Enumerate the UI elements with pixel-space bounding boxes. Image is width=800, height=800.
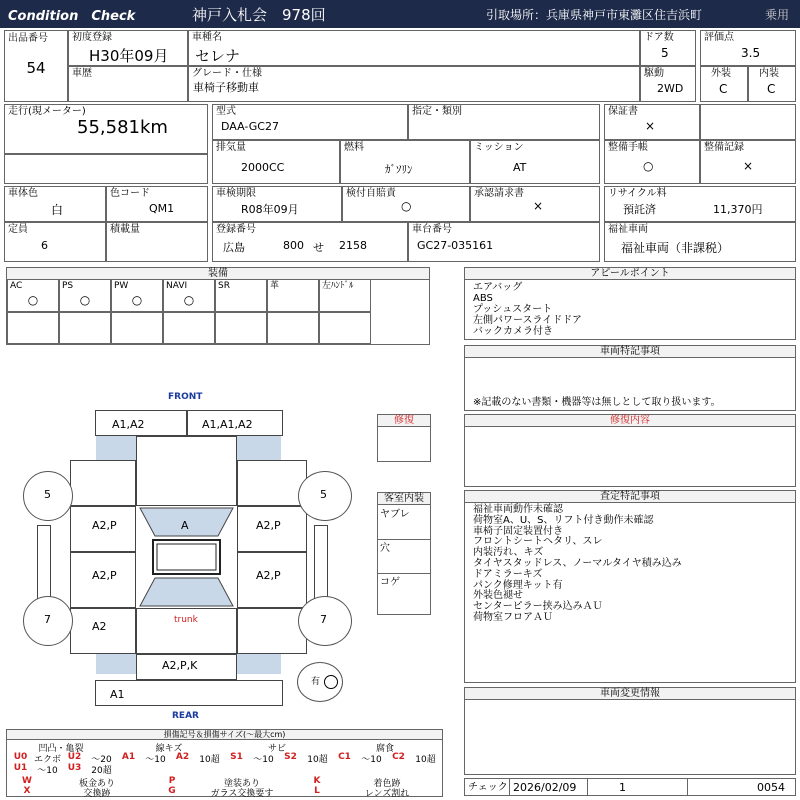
insurance-value: ○: [401, 199, 412, 213]
car-name-cell: [188, 30, 640, 66]
equipment-header: NAVI: [166, 281, 188, 291]
history-cell: [68, 66, 188, 102]
chassis-value: GC27-035161: [417, 239, 494, 252]
reg-no-label: 登録番号: [216, 224, 256, 235]
tire-fr-value: 5: [320, 488, 327, 501]
legend-code: C2: [392, 752, 405, 762]
inspection-note-line: フロントシートヘタリ、スレ: [473, 536, 603, 548]
legend-table: [6, 729, 443, 797]
special-panel: [464, 345, 796, 411]
legend-group: サビ: [267, 744, 286, 754]
equipment-value: ○: [183, 293, 195, 307]
doors-cell: [640, 30, 696, 66]
mileage-value: 55,581km: [77, 117, 168, 138]
tire-fl-value: 5: [44, 488, 51, 501]
inspection-note-line: 外装色褪せ: [473, 590, 523, 602]
legend-code: S1: [230, 752, 243, 762]
int-value: C: [767, 82, 776, 96]
equipment-table: [6, 267, 430, 345]
equipment-header: 左ﾊﾝﾄﾞﾙ: [322, 281, 354, 291]
equipment-col: [111, 279, 163, 312]
footer-divider-1: [509, 779, 510, 795]
appeal-line: 左側パワースライドドア: [473, 315, 582, 326]
change-info-title: 車両変更情報: [465, 688, 795, 700]
front-center: [136, 436, 237, 506]
inspection-note-line: パンク修理キット有: [473, 579, 563, 591]
body-color-value: 白: [51, 203, 64, 217]
left-rear-damage: A2: [92, 620, 107, 633]
approval-value: ×: [533, 199, 544, 213]
interior-item-1: ヤブレ: [380, 509, 410, 520]
front-fender-right: [237, 460, 307, 506]
welfare-value: 福祉車両（非課税）: [621, 241, 730, 255]
legend-mark-text: 交換跡: [83, 789, 111, 799]
legend-text: 20超: [91, 766, 112, 776]
model-label: 型式: [216, 106, 236, 117]
manual-value: ○: [643, 159, 654, 173]
chassis-label: 車台番号: [412, 224, 452, 235]
legend-code: U3: [67, 763, 82, 773]
right-rear-quarter: [237, 608, 307, 654]
header-center-title: 神戸入札会 978回: [192, 6, 326, 24]
inspection-note-line: ドアミラーキズ: [473, 568, 543, 580]
legend-code: A2: [175, 752, 190, 762]
equipment-col: [7, 279, 59, 312]
designation-label: 指定・類別: [412, 106, 462, 117]
repair-panel: [464, 414, 796, 487]
front-fender-left: [70, 460, 136, 506]
legend-code: U1: [13, 763, 28, 773]
change-info-panel: [464, 687, 796, 775]
check-date: 2026/02/09: [513, 781, 577, 794]
int-cell: [748, 66, 796, 102]
inspection-label: 車検期限: [216, 188, 256, 199]
header-category: 乗用: [765, 8, 790, 22]
int-label: 内装: [759, 68, 779, 79]
equipment-header: AC: [10, 281, 23, 291]
score-label: 評価点: [704, 32, 734, 43]
spare-label: 有: [311, 677, 321, 687]
equipment-header: SR: [218, 281, 230, 291]
record-label: 整備記録: [704, 142, 744, 153]
check-num2: 0054: [757, 781, 785, 794]
rear-bumper-damage: A1: [110, 688, 125, 701]
lot-label: 出品番号: [8, 33, 48, 44]
interior-title: 客室内装: [378, 493, 430, 505]
tire-rl-value: 7: [44, 613, 51, 626]
mission-label: ミッション: [474, 142, 524, 153]
appeal-line: プッシュスタート: [473, 304, 553, 315]
headlight-right: [237, 436, 281, 460]
legend-mark-code: K: [313, 776, 321, 786]
legend-mark-text: 塗装あり: [223, 779, 260, 789]
legend-code: U0: [13, 752, 28, 762]
ext-cell: [700, 66, 748, 102]
doors-label: ドア数: [644, 32, 674, 43]
equipment-col: [319, 279, 371, 312]
legend-text: 10超: [415, 755, 436, 765]
tire-rr-value: 7: [320, 613, 327, 626]
drive-label: 駆動: [644, 68, 664, 79]
header-pickup: 引取場所：兵庫県神戸市東灘区住吉浜町: [486, 8, 703, 22]
recycle-status: 預託済: [623, 203, 656, 216]
inspection-note-line: 車椅子固定装置付き: [473, 525, 563, 537]
reg-kana: せ: [313, 241, 324, 254]
equipment-col: [215, 279, 267, 312]
inspection-note-line: 内装汚れ、キズ: [473, 547, 544, 559]
inspection-value: R08年09月: [241, 203, 299, 216]
equipment-blank: [215, 312, 267, 344]
fuel-value: ｶﾞｿﾘﾝ: [385, 163, 413, 176]
mileage-cell: [4, 104, 208, 154]
score-cell: [700, 30, 796, 66]
equipment-header: 革: [270, 281, 280, 291]
first-reg-value: H30年09月: [89, 47, 169, 65]
legend-text: エクボ: [34, 755, 62, 765]
reg-num: 2158: [339, 239, 367, 252]
inspection-note-line: 荷物室A、U、S、リフト付き動作未確認: [473, 514, 654, 526]
fuel-label: 燃料: [344, 142, 364, 153]
legend-text: 10超: [199, 755, 220, 765]
recycle-fee: 11,370円: [713, 203, 763, 216]
legend-code: A1: [121, 752, 136, 762]
grade-cell: [188, 66, 640, 102]
left-front-door-damage: A2,P: [92, 519, 117, 532]
manual-cell: [604, 140, 700, 184]
header-left-title: Condition Check: [8, 9, 136, 24]
manual-label: 整備手帳: [608, 142, 648, 153]
inspection-notes-title: 査定特記事項: [465, 491, 795, 503]
displacement-value: 2000CC: [241, 161, 285, 174]
lot-cell: [4, 30, 68, 102]
warranty-cell: [604, 104, 700, 140]
legend-text: ～10: [361, 755, 382, 765]
welfare-label: 福祉車両: [608, 224, 648, 235]
model-cell: [212, 104, 408, 140]
legend-code: U2: [67, 752, 82, 762]
mileage-blank: [4, 154, 208, 184]
warranty-label: 保証書: [608, 106, 638, 117]
ext-value: C: [719, 82, 728, 96]
equipment-col: [59, 279, 111, 312]
headlight-left: [96, 436, 136, 460]
reg-class: 800: [283, 239, 304, 252]
legend-mark-code: X: [23, 786, 31, 796]
mission-cell: [470, 140, 600, 184]
inspection-note-line: タイヤスタッドレス、ノーマルタイヤ積み込み: [473, 557, 682, 569]
rear-label: REAR: [172, 711, 199, 721]
insurance-cell: [342, 186, 470, 222]
special-note: ※記載のない書類・機器等は無しとして取り扱います。: [473, 397, 721, 408]
capacity-label: 定員: [8, 224, 28, 235]
color-code-label: 色コード: [110, 188, 150, 199]
legend-group: 凹凸・亀裂: [38, 744, 84, 754]
first-reg-label: 初度登録: [72, 32, 112, 43]
equipment-header: PW: [114, 281, 129, 291]
approval-cell: [470, 186, 600, 222]
drive-cell: [640, 66, 696, 102]
repair-box-title: 修復: [378, 415, 430, 427]
body-color-label: 車体色: [8, 188, 38, 199]
car-name-value: セレナ: [195, 47, 241, 65]
color-code-value: QM1: [149, 202, 175, 215]
special-title: 車両特記事項: [465, 346, 795, 358]
grade-value: 車椅子移動車: [193, 81, 259, 94]
equipment-blank: [59, 312, 111, 344]
interior-item-2: 穴: [380, 543, 390, 554]
capacity-value: 6: [41, 239, 48, 252]
lot-number: 54: [26, 59, 46, 77]
approval-label: 承認請求書: [474, 188, 524, 199]
front-right-damage: A1,A1,A2: [202, 418, 253, 431]
legend-group: 線キズ: [155, 744, 183, 754]
legend-mark-text: 板金あり: [78, 779, 115, 789]
interior-divider-2: [378, 573, 430, 574]
equipment-header: PS: [62, 281, 74, 291]
inspection-note-line: センターピラー挟み込みＡＵ: [473, 601, 603, 613]
legend-mark-code: P: [168, 776, 176, 786]
appeal-line: バックカメラ付き: [473, 326, 553, 337]
record-value: ×: [743, 159, 754, 173]
score-value: 3.5: [741, 46, 761, 60]
trunk-label: trunk: [174, 615, 198, 625]
footer-bar: [464, 778, 796, 796]
taillight-right: [237, 654, 281, 674]
legend-mark-code: W: [22, 776, 32, 786]
reg-no-cell: [212, 222, 408, 262]
ext-label: 外装: [711, 68, 731, 79]
legend-mark-text: ガラス交換要す: [210, 789, 274, 799]
equipment-col: [267, 279, 319, 312]
rear-panel-damage: A2,P,K: [162, 659, 198, 672]
load-cell: [106, 222, 208, 262]
appeal-title: アピールポイント: [465, 268, 795, 280]
header-bar: [0, 0, 800, 28]
equipment-value: ○: [131, 293, 143, 307]
legend-text: ～20: [91, 755, 112, 765]
inspection-note-line: 福祉車両動作未確認: [473, 504, 563, 515]
equipment-blank: [111, 312, 163, 344]
appeal-lines: [473, 282, 582, 337]
displacement-cell: [212, 140, 340, 184]
equipment-value: ○: [79, 293, 91, 307]
right-front-door-damage: A2,P: [256, 519, 281, 532]
inspection-notes-panel: [464, 490, 796, 683]
appeal-panel: [464, 267, 796, 340]
legend-title: 損傷記号＆損傷サイズ(～最大cm): [7, 730, 442, 740]
legend-code: C1: [338, 752, 351, 762]
appeal-line: ABS: [473, 293, 493, 304]
warranty-value: ×: [645, 119, 656, 133]
legend-code: S2: [284, 752, 297, 762]
repair-title: 修復内容: [465, 415, 795, 427]
drive-value: 2WD: [657, 82, 684, 95]
recycle-label: リサイクル料: [608, 188, 667, 199]
model-value: DAA-GC27: [221, 120, 279, 133]
footer-divider-3: [687, 779, 688, 795]
fuel-cell: [340, 140, 470, 184]
displacement-label: 排気量: [216, 142, 246, 153]
legend-mark-text: 着色跡: [373, 779, 401, 789]
legend-mark-text: レンズ割れ: [364, 789, 410, 799]
inspection-note-line: 荷物室フロアＡＵ: [473, 611, 553, 623]
repair-box: [377, 414, 431, 462]
interior-box: [377, 492, 431, 615]
equipment-blank: [267, 312, 319, 344]
front-left-damage: A1,A2: [112, 418, 145, 431]
color-code-cell: [106, 186, 208, 222]
first-reg-cell: [68, 30, 188, 66]
body-color-cell: [4, 186, 106, 222]
legend-mark-code: G: [168, 786, 176, 796]
grade-label: グレード・仕様: [192, 68, 262, 79]
legend-text: ～10: [37, 766, 58, 776]
interior-divider-1: [378, 539, 430, 540]
footer-divider-2: [587, 779, 588, 795]
recycle-cell: [604, 186, 796, 222]
car-name-label: 車種名: [192, 32, 222, 43]
insurance-label: 検付自賠責: [346, 188, 396, 199]
welfare-cell: [604, 222, 796, 262]
warranty-blank: [700, 104, 796, 140]
equipment-col: [163, 279, 215, 312]
capacity-cell: [4, 222, 106, 262]
load-label: 積載量: [110, 224, 140, 235]
doors-value: 5: [661, 46, 669, 60]
appeal-line: エアバッグ: [473, 282, 523, 293]
mileage-label: 走行(現メーター): [8, 106, 86, 117]
inspection-cell: [212, 186, 342, 222]
equipment-value: ○: [27, 293, 39, 307]
equipment-title: 装備: [7, 268, 429, 280]
equipment-blank: [7, 312, 59, 344]
hood-damage: A: [181, 519, 189, 532]
check-num1: 1: [619, 781, 626, 794]
front-label: FRONT: [168, 392, 203, 402]
interior-item-3: コゲ: [380, 577, 400, 588]
equipment-blank: [319, 312, 371, 344]
inspection-notes-lines: [473, 505, 682, 624]
legend-text: ～10: [253, 755, 274, 765]
equipment-blank: [163, 312, 215, 344]
designation-cell: [408, 104, 600, 140]
legend-mark-code: L: [314, 786, 320, 796]
spare-mark-icon: [324, 675, 338, 689]
record-cell: [700, 140, 796, 184]
legend-text: 10超: [307, 755, 328, 765]
reg-area: 広島: [223, 241, 245, 254]
legend-text: ～10: [145, 755, 166, 765]
legend-group: 腐食: [375, 744, 394, 754]
history-label: 車歴: [72, 68, 92, 79]
mission-value: AT: [513, 161, 527, 174]
left-rear-door-damage: A2,P: [92, 569, 117, 582]
right-rear-door-damage: A2,P: [256, 569, 281, 582]
taillight-left: [96, 654, 136, 674]
check-label: チェック: [468, 782, 508, 793]
chassis-cell: [408, 222, 600, 262]
